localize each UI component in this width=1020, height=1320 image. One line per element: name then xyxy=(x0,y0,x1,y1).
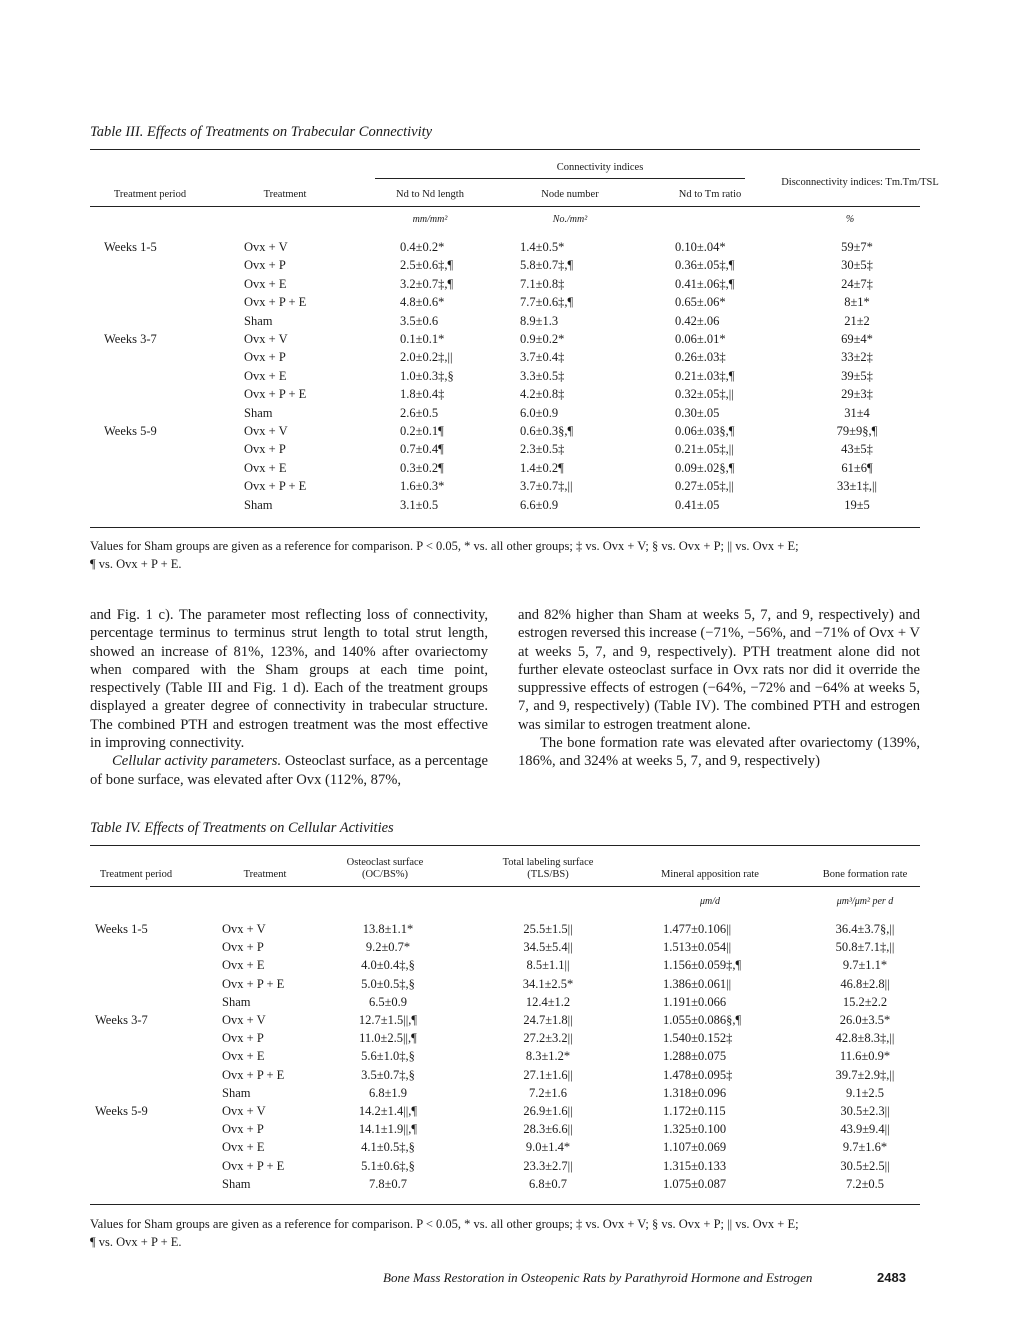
value-cell: 39±5‡ xyxy=(841,368,873,383)
value-cell: 43.9±9.4|| xyxy=(840,1122,890,1137)
value-cell: 50.8±7.1‡,|| xyxy=(835,940,895,955)
value-cell: 4.0±0.4‡,§ xyxy=(361,958,415,973)
value-cell: 8±1* xyxy=(844,295,870,310)
value-cell: 1.156±0.059‡,¶ xyxy=(663,958,742,973)
value-cell: 31±4 xyxy=(844,405,870,420)
table3-header-ndnd: Nd to Nd length xyxy=(396,189,464,200)
value-cell: 2.6±0.5 xyxy=(400,405,439,420)
table3-top-rule xyxy=(90,149,920,150)
value-cell: 1.0±0.3‡,§ xyxy=(400,368,454,383)
running-title: Bone Mass Restoration in Osteopenic Rats by Parathyroid Hormone and Estrogen xyxy=(383,1270,813,1285)
treatment-cell: Ovx + P + E xyxy=(244,479,307,494)
value-cell: 0.21±.03‡,¶ xyxy=(675,368,735,383)
treatment-cell: Sham xyxy=(222,1085,251,1100)
value-cell: 0.4±0.2* xyxy=(400,240,445,254)
treatment-cell: Ovx + V xyxy=(244,424,288,438)
value-cell: 21±2 xyxy=(844,313,870,328)
value-cell: 24±7‡ xyxy=(841,276,873,291)
value-cell: 4.2±0.8‡ xyxy=(520,387,565,402)
table4-caption: Table IV. Effects of Treatments on Cellular Activities xyxy=(90,820,394,836)
value-cell: 15.2±2.2 xyxy=(842,994,888,1009)
value-cell: 11.0±2.5||,¶ xyxy=(359,1031,417,1046)
value-cell: 0.36±.05‡,¶ xyxy=(675,258,735,273)
value-cell: 14.1±1.9||,¶ xyxy=(358,1122,418,1137)
value-cell: 19±5 xyxy=(844,497,870,512)
treatment-cell: Ovx + P xyxy=(222,940,264,955)
value-cell: 1.191±0.066 xyxy=(663,994,727,1009)
treatment-cell: Ovx + V xyxy=(222,922,266,936)
value-cell: 3.5±0.7‡,§ xyxy=(361,1067,415,1082)
value-cell: 0.2±0.1¶ xyxy=(400,424,444,438)
table3-header-ndtm: Nd to Tm ratio xyxy=(678,189,742,200)
treatment-cell: Ovx + P xyxy=(222,1122,264,1137)
value-cell: 8.3±1.2* xyxy=(525,1049,571,1064)
value-cell: 33±2‡ xyxy=(841,350,873,365)
value-cell: 6.5±0.9 xyxy=(368,994,408,1009)
value-cell: 0.3±0.2¶ xyxy=(400,460,444,475)
value-cell: 29±3‡ xyxy=(841,387,873,402)
value-cell: 69±4* xyxy=(841,332,873,346)
value-cell: 1.478±0.095‡ xyxy=(663,1067,733,1082)
right-paragraph-1: and 82% higher than Sham at weeks 5, 7, and 9, respectively) and estrogen reversed this increase (−71%, −56%, and −71% of Ovx + V at weeks 5, 7, and 9, respectively). PTH treatment alone did not further elevate osteoclast surface in Ovx rats nor did it override the suppressive effects of estrogen (−64%, −72% and −64% at weeks 5, 7, and 9, respectively) (Table IV). The combined PTH and estrogen was similar to estrogen treatment alone. xyxy=(518,607,920,733)
value-cell: 36.4±3.7§,|| xyxy=(835,922,895,936)
value-cell: 46.8±2.8|| xyxy=(840,976,890,991)
value-cell: 7.1±0.8‡ xyxy=(520,276,565,291)
value-cell: 5.0±0.5‡,§ xyxy=(361,976,415,991)
value-cell: 1.8±0.4‡ xyxy=(400,387,445,402)
treatment-cell: Ovx + E xyxy=(222,1049,265,1064)
value-cell: 0.09±.02§,¶ xyxy=(675,460,735,475)
treatment-cell: Ovx + P + E xyxy=(244,387,307,402)
value-cell: 0.06±.03§,¶ xyxy=(675,424,735,438)
value-cell: 27.2±3.2|| xyxy=(523,1031,573,1046)
treatment-cell: Ovx + P xyxy=(222,1031,264,1046)
value-cell: 42.8±8.3‡,|| xyxy=(835,1031,895,1046)
value-cell: 7.8±0.7 xyxy=(368,1176,408,1191)
value-cell: 0.7±0.4¶ xyxy=(400,442,444,457)
table3-header-rule xyxy=(90,206,920,207)
table4-footnote-2: ¶ vs. Ovx + P + E. xyxy=(90,1235,182,1249)
table3-period-1: Weeks 1-5 xyxy=(104,240,157,254)
treatment-cell: Ovx + P + E xyxy=(244,295,307,310)
treatment-cell: Ovx + V xyxy=(244,240,288,254)
value-cell: 59±7* xyxy=(841,240,873,254)
value-cell: 5.8±0.7‡,¶ xyxy=(520,258,574,273)
value-cell: 9.7±1.6* xyxy=(842,1140,888,1155)
table3-header-node: Node number xyxy=(541,189,599,200)
page-number: 2483 xyxy=(877,1270,906,1285)
table3-header-period: Treatment period xyxy=(113,189,187,200)
value-cell: 12.4±1.2 xyxy=(525,994,571,1009)
table4-body xyxy=(0,922,1020,1202)
treatment-cell: Ovx + E xyxy=(222,1140,265,1155)
value-cell: 0.1±0.1* xyxy=(400,332,445,346)
value-cell: 5.6±1.0‡,§ xyxy=(361,1049,415,1064)
table4-period-3: Weeks 5-9 xyxy=(95,1104,148,1118)
value-cell: 23.3±2.7|| xyxy=(523,1158,573,1173)
treatment-cell: Ovx + E xyxy=(244,368,287,383)
value-cell: 4.8±0.6* xyxy=(400,295,445,310)
value-cell: 79±9§,¶ xyxy=(836,424,878,438)
value-cell: 1.172±0.115 xyxy=(663,1104,726,1118)
value-cell: 26.0±3.5* xyxy=(839,1013,891,1027)
table4-header-tls: Total labeling surface (TLS/BS) xyxy=(502,857,594,880)
value-cell: 9.7±1.1* xyxy=(842,958,888,973)
table3-bottom-rule xyxy=(90,527,920,528)
value-cell: 0.65±.06* xyxy=(675,295,726,310)
treatment-cell: Ovx + E xyxy=(222,958,265,973)
table3-period-2: Weeks 3-7 xyxy=(104,332,157,346)
treatment-cell: Ovx + V xyxy=(222,1013,266,1027)
value-cell: 9.1±2.5 xyxy=(845,1085,885,1100)
value-cell: 7.2±1.6 xyxy=(528,1085,568,1100)
table4-header-treatment: Treatment xyxy=(243,869,287,880)
value-cell: 4.1±0.5‡,§ xyxy=(361,1140,415,1155)
section-heading-cellular: Cellular activity parameters. xyxy=(112,753,282,770)
value-cell: 0.06±.01* xyxy=(675,332,726,346)
value-cell: 8.9±1.3 xyxy=(520,313,559,328)
treatment-cell: Sham xyxy=(244,497,273,512)
value-cell: 1.4±0.5* xyxy=(520,240,565,254)
treatment-cell: Sham xyxy=(222,994,251,1009)
table3-group-header: Connectivity indices xyxy=(556,162,644,173)
value-cell: 3.5±0.6 xyxy=(400,313,439,328)
value-cell: 1.055±0.086§,¶ xyxy=(663,1013,742,1027)
value-cell: 0.27±.05‡,|| xyxy=(675,479,734,494)
value-cell: 1.288±0.075 xyxy=(663,1049,727,1064)
value-cell: 43±5‡ xyxy=(841,442,873,457)
right-column xyxy=(518,606,920,771)
value-cell: 0.32±.05‡,|| xyxy=(675,387,734,402)
value-cell: 39.7±2.9‡,|| xyxy=(835,1067,895,1082)
treatment-cell: Ovx + E xyxy=(244,460,287,475)
left-paragraph-1: and Fig. 1 c). The parameter most reflecting loss of connectivity, percentage terminus to terminus strut length to total strut length, showed an increase of 81%, 123%, and 140% after ovariectomy when compared with the Sham groups at each time point, respectively (Table III and Fig. 1 d). Each of the treatment groups displayed a greater degree of connectivity in trabecular structure. The combined PTH and estrogen treatment was the most effective in improving connectivity. xyxy=(90,607,488,752)
value-cell: 0.9±0.2* xyxy=(520,332,565,346)
value-cell: 2.3±0.5‡ xyxy=(520,442,565,457)
table3-caption: Table III. Effects of Treatments on Trabecular Connectivity xyxy=(90,124,433,140)
value-cell: 30.5±2.5|| xyxy=(840,1158,890,1173)
value-cell: 3.7±0.4‡ xyxy=(520,350,565,365)
value-cell: 3.2±0.7‡,¶ xyxy=(400,276,454,291)
value-cell: 1.325±0.100 xyxy=(663,1122,727,1137)
value-cell: 7.2±0.5 xyxy=(845,1176,885,1191)
value-cell: 30±5‡ xyxy=(841,258,873,273)
value-cell: 0.30±.05 xyxy=(675,405,720,420)
value-cell: 27.1±1.6|| xyxy=(523,1067,573,1082)
treatment-cell: Ovx + V xyxy=(222,1104,266,1118)
value-cell: 3.7±0.7‡,|| xyxy=(520,479,573,494)
table3-footnote-1: Values for Sham groups are given as a reference for comparison. P < 0.05, * vs. all other groups; ‡ vs. Ovx + V; § vs. Ovx + P; || vs. Ovx + E; xyxy=(90,539,799,553)
value-cell: 7.7±0.6‡,¶ xyxy=(520,295,574,310)
table4-bottom-rule xyxy=(90,1204,920,1205)
value-cell: 9.2±0.7* xyxy=(365,940,411,955)
table4-top-rule xyxy=(90,845,920,846)
value-cell: 13.8±1.1* xyxy=(362,922,414,936)
table3-body xyxy=(0,240,1020,520)
table3-header-treatment: Treatment xyxy=(263,189,307,200)
value-cell: 2.0±0.2‡,|| xyxy=(400,350,453,365)
treatment-cell: Sham xyxy=(244,405,273,420)
treatment-cell: Ovx + P + E xyxy=(222,1067,285,1082)
table4-header-mar: Mineral apposition rate xyxy=(661,869,759,880)
table4-unit-mar: μm/d xyxy=(699,896,721,907)
left-paragraph-2-text: Osteoclast surface, as a percentage of bone surface, was elevated after Ovx (112%, 87%, xyxy=(90,753,488,788)
left-column xyxy=(90,606,488,789)
value-cell: 6.8±0.7 xyxy=(528,1176,568,1191)
table4-header-period: Treatment period xyxy=(99,869,173,880)
table3-group-rule xyxy=(375,178,745,179)
value-cell: 14.2±1.4||,¶ xyxy=(358,1104,418,1118)
value-cell: 1.318±0.096 xyxy=(663,1085,727,1100)
table3-unit-ndnd: mm/mm² xyxy=(412,214,448,225)
value-cell: 33±1‡,|| xyxy=(837,479,877,494)
table4-unit-bfr: μm³/μm² per d xyxy=(836,896,894,907)
value-cell: 6.6±0.9 xyxy=(520,497,559,512)
value-cell: 6.8±1.9 xyxy=(368,1085,408,1100)
table4-header-bfr: Bone formation rate xyxy=(822,869,908,880)
value-cell: 1.513±0.054|| xyxy=(663,940,732,955)
table3-unit-node: No./mm² xyxy=(552,214,588,225)
value-cell: 0.41±.05 xyxy=(675,497,720,512)
value-cell: 0.41±.06‡,¶ xyxy=(675,276,735,291)
left-paragraph-2 xyxy=(90,752,488,789)
value-cell: 6.0±0.9 xyxy=(520,405,559,420)
table4-header-oc: Osteoclast surface (OC/BS%) xyxy=(346,857,424,880)
value-cell: 1.540±0.152‡ xyxy=(663,1031,733,1046)
value-cell: 24.7±1.8|| xyxy=(523,1013,573,1027)
value-cell: 0.21±.05‡,|| xyxy=(675,442,734,457)
value-cell: 34.1±2.5* xyxy=(522,976,574,991)
table3-footnote-2: ¶ vs. Ovx + P + E. xyxy=(90,557,182,571)
value-cell: 1.075±0.087 xyxy=(663,1176,727,1191)
value-cell: 0.10±.04* xyxy=(675,240,726,254)
treatment-cell: Ovx + P + E xyxy=(222,976,285,991)
value-cell: 5.1±0.6‡,§ xyxy=(361,1158,415,1173)
value-cell: 1.315±0.133 xyxy=(663,1158,727,1173)
table4-header-rule xyxy=(90,886,920,887)
table4-period-2: Weeks 3-7 xyxy=(95,1013,148,1027)
value-cell: 1.477±0.106|| xyxy=(663,922,732,936)
value-cell: 11.6±0.9* xyxy=(839,1049,891,1064)
table4-period-1: Weeks 1-5 xyxy=(95,922,148,936)
treatment-cell: Sham xyxy=(244,313,273,328)
value-cell: 28.3±6.6|| xyxy=(523,1122,573,1137)
table4-footnote-1: Values for Sham groups are given as a reference for comparison. P < 0.05, * vs. all other groups; ‡ vs. Ovx + V; § vs. Ovx + P; || vs. Ovx + E; xyxy=(90,1217,799,1231)
value-cell: 1.6±0.3* xyxy=(400,479,445,494)
value-cell: 34.5±5.4|| xyxy=(523,940,573,955)
value-cell: 3.3±0.5‡ xyxy=(520,368,565,383)
value-cell: 0.42±.06 xyxy=(675,313,720,328)
value-cell: 8.5±1.1|| xyxy=(526,958,570,973)
value-cell: 25.5±1.5|| xyxy=(523,922,573,936)
table3-period-3: Weeks 5-9 xyxy=(104,424,157,438)
value-cell: 30.5±2.3|| xyxy=(840,1104,890,1118)
treatment-cell: Ovx + V xyxy=(244,332,288,346)
treatment-cell: Ovx + P + E xyxy=(222,1158,285,1173)
right-paragraph-2: The bone formation rate was elevated after ovariectomy (139%, 186%, and 324% at weeks 5, 7, and 9, respectively) xyxy=(518,735,920,770)
value-cell: 9.0±1.4* xyxy=(525,1140,571,1155)
value-cell: 1.107±0.069 xyxy=(663,1140,727,1155)
treatment-cell: Ovx + E xyxy=(244,276,287,291)
treatment-cell: Ovx + P xyxy=(244,442,286,457)
value-cell: 1.386±0.061|| xyxy=(663,976,732,991)
treatment-cell: Ovx + P xyxy=(244,258,286,273)
treatment-cell: Ovx + P xyxy=(244,350,286,365)
value-cell: 12.7±1.5||,¶ xyxy=(358,1013,418,1027)
value-cell: 3.1±0.5 xyxy=(400,497,439,512)
table3-header-disconn: Disconnectivity indices: Tm.Tm/TSL xyxy=(781,177,939,188)
value-cell: 0.6±0.3§,¶ xyxy=(520,424,574,438)
table3-unit-pct: % xyxy=(845,214,855,225)
value-cell: 0.26±.03‡ xyxy=(675,350,726,365)
value-cell: 26.9±1.6|| xyxy=(523,1104,573,1118)
value-cell: 61±6¶ xyxy=(841,460,873,475)
value-cell: 1.4±0.2¶ xyxy=(520,460,564,475)
treatment-cell: Sham xyxy=(222,1176,251,1191)
value-cell: 2.5±0.6‡,¶ xyxy=(400,258,454,273)
